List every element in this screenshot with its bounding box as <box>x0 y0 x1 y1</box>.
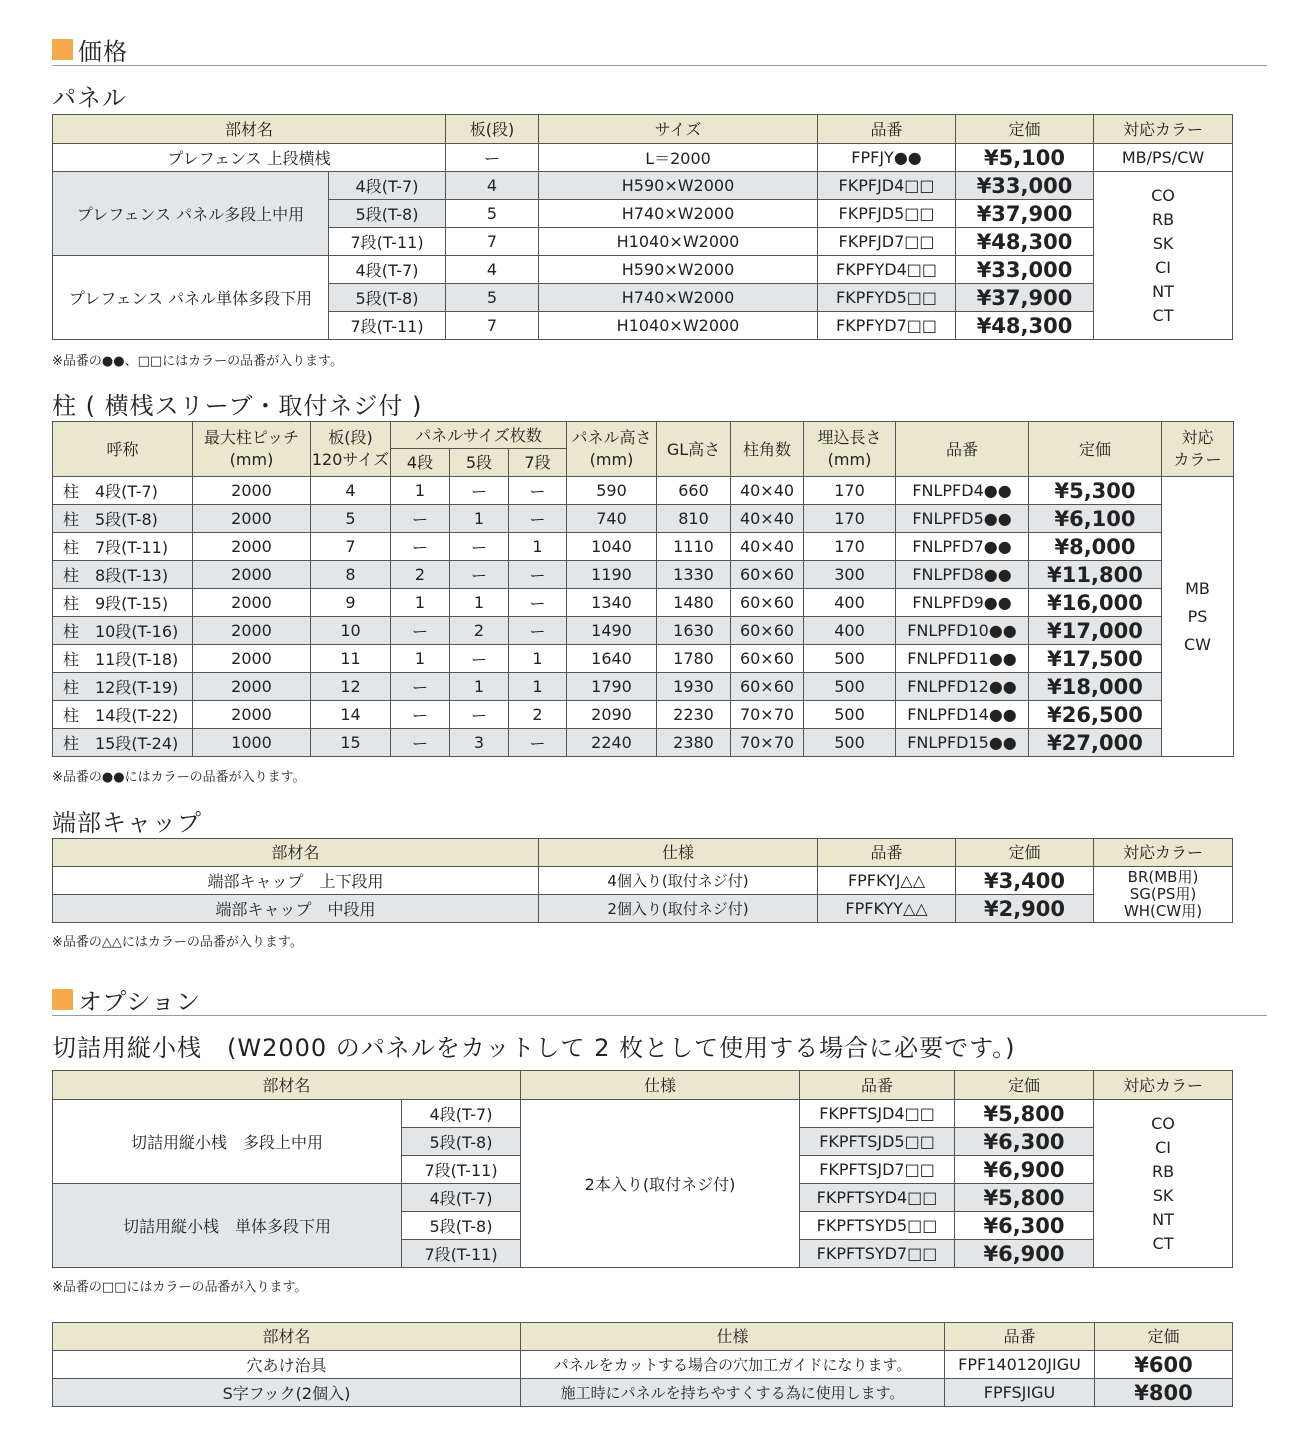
square-marker-icon <box>52 39 73 60</box>
cell-c7: 1 <box>509 673 567 701</box>
table-row: 端部キャップ 上下段用 4個入り(取付ネジ付) FPFKYJ△△ ¥3,400 BR(MB用) SG(PS用) WH(CW用) <box>53 867 1233 895</box>
header-price: 定価 <box>956 115 1094 144</box>
table-row <box>53 645 1234 673</box>
cell-code: FNLPFD4●● <box>896 477 1029 505</box>
cell-c7: 2 <box>509 701 567 729</box>
cell-name: 柱 12段(T-19) <box>53 673 193 701</box>
table-row: 5段(T-8) 5 H740×W2000 FKPFJD5□□ ¥37,900 <box>53 200 1233 228</box>
cell-ume: 500 <box>804 673 896 701</box>
cell-gl: 660 <box>657 477 731 505</box>
cell-gl: 2380 <box>657 729 731 757</box>
cap-price-table: 部材名 仕様 品番 定価 対応カラー 端部キャップ 上下段用 4個入り(取付ネジ付) FPFKYJ△△ ¥3,400 BR(MB用) SG(PS用) WH(CW用) 端部キャップ 中段用 2個入り(取付ネジ付) FPFKYY△△ ¥2,900 <box>52 838 1233 923</box>
cell-c5: 2 <box>450 617 509 645</box>
table-row: 穴あけ治具 パネルをカットする場合の穴加工ガイドになります。 FPF140120JIGU ¥600 <box>53 1351 1233 1379</box>
section-heading-option: オプション <box>52 985 1267 1016</box>
table-row: 7段(T-11) FKPFTSYD7□□ ¥6,900 <box>53 1240 1233 1268</box>
cell-c7: 1 <box>509 533 567 561</box>
cell-c4: 1 <box>391 589 450 617</box>
cell-c4: ー <box>391 701 450 729</box>
cell-c5: ー <box>450 477 509 505</box>
cell-h: 1640 <box>567 645 657 673</box>
kiri-note: ※品番の□□にはカラーの品番が入ります。 <box>52 1280 308 1295</box>
cell-c7: ー <box>509 589 567 617</box>
cell-c4: ー <box>391 505 450 533</box>
table-row: S字フック(2個入) 施工時にパネルを持ちやすくする為に使用します。 FPFSJIGU ¥800 <box>53 1379 1233 1407</box>
table-row: 7段(T-11) 7 H1040×W2000 FKPFJD7□□ ¥48,300 <box>53 228 1233 256</box>
panel-title: パネル <box>52 84 127 112</box>
table-row: プレフェンス パネル単体多段下用 4段(T-7) 4 H590×W2000 FKPFYD4□□ ¥33,000 <box>53 256 1233 284</box>
cell-code: FNLPFD14●● <box>896 701 1029 729</box>
table-row: プレフェンス 上段横桟 ー L＝2000 FPFJY●● ¥5,100 MB/PS/CW <box>53 144 1233 172</box>
table-row: プレフェンス パネル多段上中用 4段(T-7) 4 H590×W2000 FKPFJD4□□ ¥33,000 CO RB SK CI NT CT <box>53 172 1233 200</box>
cell-c4: 2 <box>391 561 450 589</box>
cell-name: 柱 10段(T-16) <box>53 617 193 645</box>
cap-colors: BR(MB用) SG(PS用) WH(CW用) <box>1094 867 1233 923</box>
cell-kaku: 60×60 <box>731 561 804 589</box>
cell-pitch: 2000 <box>193 617 311 645</box>
cell-ume: 500 <box>804 645 896 673</box>
cell-ume: 170 <box>804 533 896 561</box>
cell-price: ¥17,500 <box>1029 645 1162 673</box>
cell-ita: 8 <box>311 561 391 589</box>
table-row <box>53 589 1234 617</box>
cell-kaku: 70×70 <box>731 729 804 757</box>
cell-ume: 170 <box>804 505 896 533</box>
cell-kaku: 40×40 <box>731 505 804 533</box>
table-row <box>53 617 1234 645</box>
table-row: 5段(T-8) FKPFTSYD5□□ ¥6,300 <box>53 1212 1233 1240</box>
cell-gl: 1630 <box>657 617 731 645</box>
cell-c5: ー <box>450 561 509 589</box>
cell-c4: ー <box>391 617 450 645</box>
cell-kaku: 60×60 <box>731 589 804 617</box>
cell-kaku: 60×60 <box>731 673 804 701</box>
tools-price-table: 部材名 仕様 品番 定価 穴あけ治具 パネルをカットする場合の穴加工ガイドになります。 FPF140120JIGU ¥600 S字フック(2個入) 施工時にパネルを持ちやすくする為に使用します。 FPFSJIGU ¥800 <box>52 1322 1233 1407</box>
cell-gl: 2230 <box>657 701 731 729</box>
table-row <box>53 701 1234 729</box>
cell-name: 柱 11段(T-18) <box>53 645 193 673</box>
cell-ume: 400 <box>804 617 896 645</box>
header-color: 対応カラー <box>1094 115 1233 144</box>
cell-c4: 1 <box>391 645 450 673</box>
cell-ume: 500 <box>804 729 896 757</box>
cell-h: 740 <box>567 505 657 533</box>
post-note: ※品番の●●にはカラーの品番が入ります。 <box>52 770 306 785</box>
panel-colors: CO RB SK CI NT CT <box>1094 172 1233 340</box>
cap-note: ※品番の△△にはカラーの品番が入ります。 <box>52 935 303 950</box>
post-title: 柱 ( 横桟スリーブ・取付ネジ付 ) <box>52 392 423 420</box>
cell-kaku: 60×60 <box>731 645 804 673</box>
cell-c7: ー <box>509 617 567 645</box>
header-code: 品番 <box>818 115 956 144</box>
cell-c7: ー <box>509 729 567 757</box>
cell-c7: 1 <box>509 645 567 673</box>
cell-ume: 500 <box>804 701 896 729</box>
cell-code: FNLPFD8●● <box>896 561 1029 589</box>
cell-code: FNLPFD7●● <box>896 533 1029 561</box>
cell-ume: 400 <box>804 589 896 617</box>
table-row: 7段(T-11) FKPFTSJD7□□ ¥6,900 <box>53 1156 1233 1184</box>
cell-name: 柱 4段(T-7) <box>53 477 193 505</box>
cell-c4: ー <box>391 673 450 701</box>
cell-price: ¥18,000 <box>1029 673 1162 701</box>
cell-c5: 1 <box>450 673 509 701</box>
table-row: 切詰用縦小桟 単体多段下用 4段(T-7) FKPFTSYD4□□ ¥5,800 <box>53 1184 1233 1212</box>
cell-ita: 4 <box>311 477 391 505</box>
cell-c7: ー <box>509 561 567 589</box>
cell-gl: 1110 <box>657 533 731 561</box>
cell-ita: 7 <box>311 533 391 561</box>
cell-ume: 300 <box>804 561 896 589</box>
cell-ita: 11 <box>311 645 391 673</box>
table-row: 端部キャップ 中段用 2個入り(取付ネジ付) FPFKYY△△ ¥2,900 <box>53 895 1233 923</box>
cell-h: 1790 <box>567 673 657 701</box>
cell-h: 1490 <box>567 617 657 645</box>
cell-name: 柱 7段(T-11) <box>53 533 193 561</box>
cell-c5: 1 <box>450 505 509 533</box>
cell-pitch: 2000 <box>193 645 311 673</box>
table-row <box>53 505 1234 533</box>
cell-h: 1340 <box>567 589 657 617</box>
cell-kaku: 60×60 <box>731 617 804 645</box>
cell-kaku: 70×70 <box>731 701 804 729</box>
cell-kaku: 40×40 <box>731 533 804 561</box>
cell-c5: ー <box>450 645 509 673</box>
square-marker-icon <box>52 989 73 1010</box>
cell-pitch: 2000 <box>193 673 311 701</box>
kiri-title: 切詰用縦小桟 (W2000 のパネルをカットして 2 枚として使用する場合に必要です。) <box>52 1034 1016 1062</box>
cell-price: ¥5,300 <box>1029 477 1162 505</box>
cell-price: ¥16,000 <box>1029 589 1162 617</box>
cell-gl: 1330 <box>657 561 731 589</box>
table-row <box>53 673 1234 701</box>
cell-c5: 3 <box>450 729 509 757</box>
cell-pitch: 1000 <box>193 729 311 757</box>
cell-h: 2090 <box>567 701 657 729</box>
header-size: サイズ <box>539 115 818 144</box>
cell-h: 1040 <box>567 533 657 561</box>
cell-pitch: 2000 <box>193 505 311 533</box>
post-price-table: 呼称 最大柱ピッチ (mm) 板(段) 120サイズ パネルサイズ枚数 パネル高さ (mm) GL高さ 柱角数 埋込長さ (mm) 品番 定価 対応 カラー 4段 5段 7段 柱 4段(T-7) 2000 4 1 ー ー 590 660 40×40 170 FNLPFD4●● ¥5,300 MB PS CW 柱 5段(T-8) 2000 5 ー 1 ー 740 810 40×40 170 FNLPFD5●● ¥6,100 柱 7段(T-11) 2000 7 ー ー 1 1040 1110 40×40 170 FNLPFD7●● ¥8,000 柱 8段(T-13) 2000 8 2 ー ー 1190 1330 60×60 300 FNLPFD8●● ¥11,800 柱 9段(T-15) 2000 9 1 1 ー 1340 1480 60×60 400 FNLPFD9●● ¥16,000 柱 10段(T-16) 2000 10 ー 2 ー 1490 1630 60×60 400 FNLPFD10●● ¥17,000 柱 11段(T-18) 2000 11 1 ー 1 1640 1780 60×60 500 FNLPFD11●● ¥17,500 柱 12段(T-19) 2000 12 ー 1 1 1790 1930 60×60 500 FNLPFD12●● ¥18,000 柱 14段(T-22) 2000 14 ー ー 2 2090 2230 70×70 500 FNLPFD14●● ¥26,500 柱 15段(T-24) 1000 15 ー 3 ー 2240 2380 70×70 500 FNLPFD15●● ¥27,000 <box>52 421 1234 757</box>
table-row <box>53 533 1234 561</box>
cell-gl: 810 <box>657 505 731 533</box>
cell-kaku: 40×40 <box>731 477 804 505</box>
cell-name: 柱 8段(T-13) <box>53 561 193 589</box>
cell-price: ¥11,800 <box>1029 561 1162 589</box>
cell-name: 柱 15段(T-24) <box>53 729 193 757</box>
table-row: 7段(T-11) 7 H1040×W2000 FKPFYD7□□ ¥48,300 <box>53 312 1233 340</box>
cap-title: 端部キャップ <box>52 809 202 837</box>
cell-code: FNLPFD10●● <box>896 617 1029 645</box>
table-row: 5段(T-8) 5 H740×W2000 FKPFYD5□□ ¥37,900 <box>53 284 1233 312</box>
table-row <box>53 561 1234 589</box>
cell-ita: 15 <box>311 729 391 757</box>
cell-c4: ー <box>391 533 450 561</box>
cell-pitch: 2000 <box>193 589 311 617</box>
panel-note: ※品番の●●、□□にはカラーの品番が入ります。 <box>52 354 344 369</box>
table-row <box>53 477 1234 505</box>
table-row: 切詰用縦小桟 多段上中用 4段(T-7) 2本入り(取付ネジ付) FKPFTSJD4□□ ¥5,800 CO CI RB SK NT CT <box>53 1100 1233 1128</box>
cell-price: ¥6,100 <box>1029 505 1162 533</box>
cell-price: ¥26,500 <box>1029 701 1162 729</box>
cell-name: 柱 9段(T-15) <box>53 589 193 617</box>
cell-gl: 1930 <box>657 673 731 701</box>
cell-code: FNLPFD5●● <box>896 505 1029 533</box>
header-name: 部材名 <box>53 115 446 144</box>
cell-name: 柱 5段(T-8) <box>53 505 193 533</box>
kiri-colors: CO CI RB SK NT CT <box>1094 1100 1233 1268</box>
header-ita: 板(段) <box>446 115 539 144</box>
cell-h: 2240 <box>567 729 657 757</box>
cell-ita: 9 <box>311 589 391 617</box>
cell-pitch: 2000 <box>193 561 311 589</box>
cell-price: ¥8,000 <box>1029 533 1162 561</box>
cell-pitch: 2000 <box>193 477 311 505</box>
cell-c4: ー <box>391 729 450 757</box>
cell-h: 1190 <box>567 561 657 589</box>
kiri-price-table: 部材名 仕様 品番 定価 対応カラー 切詰用縦小桟 多段上中用 4段(T-7) 2本入り(取付ネジ付) FKPFTSJD4□□ ¥5,800 CO CI RB SK NT CT 5段(T-8) FKPFTSJD5□□ ¥6,300 7段(T-11) FKPFTSJD7□□ ¥6,900 切詰用縦小桟 単体多段下用 4段(T-7) FKPFTSYD4□□ ¥5,800 5段(T-8) FKPFTSYD5□□ ¥6,300 7段(T-11) FKPFTSYD7□□ ¥6,900 <box>52 1070 1233 1268</box>
cell-pitch: 2000 <box>193 533 311 561</box>
cell-ume: 170 <box>804 477 896 505</box>
cell-code: FNLPFD15●● <box>896 729 1029 757</box>
cell-pitch: 2000 <box>193 701 311 729</box>
cell-c5: ー <box>450 533 509 561</box>
cell-gl: 1480 <box>657 589 731 617</box>
section-heading-price: 価格 <box>52 35 1267 66</box>
cell-gl: 1780 <box>657 645 731 673</box>
cell-c5: ー <box>450 701 509 729</box>
cell-code: FNLPFD9●● <box>896 589 1029 617</box>
post-colors: MB PS CW <box>1162 477 1234 757</box>
cell-ita: 10 <box>311 617 391 645</box>
cell-code: FNLPFD11●● <box>896 645 1029 673</box>
cell-ita: 5 <box>311 505 391 533</box>
cell-ita: 12 <box>311 673 391 701</box>
kiri-spec: 2本入り(取付ネジ付) <box>521 1100 800 1268</box>
cell-name: 柱 14段(T-22) <box>53 701 193 729</box>
cell-h: 590 <box>567 477 657 505</box>
table-row <box>53 729 1234 757</box>
cell-price: ¥17,000 <box>1029 617 1162 645</box>
cell-c5: 1 <box>450 589 509 617</box>
cell-price: ¥27,000 <box>1029 729 1162 757</box>
cell-code: FNLPFD12●● <box>896 673 1029 701</box>
table-row: 5段(T-8) FKPFTSJD5□□ ¥6,300 <box>53 1128 1233 1156</box>
cell-c7: ー <box>509 505 567 533</box>
panel-price-table <box>52 114 1233 340</box>
cell-c4: 1 <box>391 477 450 505</box>
cell-ita: 14 <box>311 701 391 729</box>
cell-c7: ー <box>509 477 567 505</box>
